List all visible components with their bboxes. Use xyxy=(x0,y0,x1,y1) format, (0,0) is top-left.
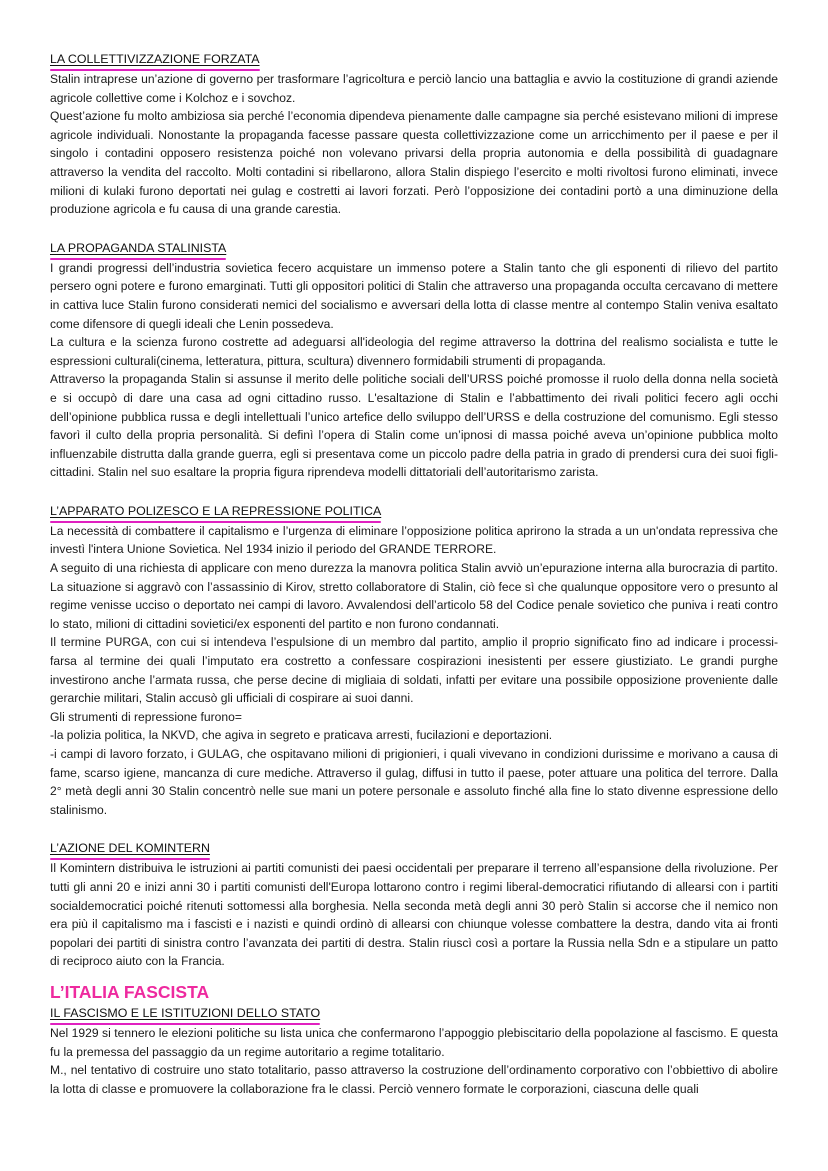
section-repressione xyxy=(50,502,778,820)
section-heading: LA COLLETTIVIZZAZIONE FORZATA xyxy=(50,51,260,69)
paragraph: La cultura e la scienza furono costrette ad adeguarsi all'ideologia del regime attraverso la dottrina del realismo socialista e tutte le espressioni culturali(cinema, letteratura, pittura, scultura) divennero formidabili strumenti di propaganda. xyxy=(50,335,778,368)
section-collettivizzazione xyxy=(50,50,778,219)
section-heading: LA PROPAGANDA STALINISTA xyxy=(50,240,226,258)
paragraph: Gli strumenti di repressione furono= xyxy=(50,709,242,724)
paragraph: Il Komintern distribuiva le istruzioni ai partiti comunisti dei paesi occidentali per preparare il terreno all’espansione della rivoluzione. Per tutti gli anni 20 e inizi anni 30 i partiti comunisti dell'Europa lottarono contro i regimi liberal-democratici rifiutando di allearsi con i partiti socialdemocratici poiché ritenuti sottomessi alla borghesia. Nella seconda metà degli anni 30 però Stalin si accorse che il nemico non era più il capitalismo ma i fascisti e i nazisti e quindi ordinò di allearsi con chiunque volesse combattere la destra, dando vita ai fronti popolari dei partiti di sinistra contro l’avanzata dei partiti di destra. Stalin riuscì così a portare la Russia nella Sdn e a stipulare un patto di reciproco aiuto con la Francia. xyxy=(50,861,778,969)
paragraph: -la polizia politica, la NKVD, che agiva in segreto e praticava arresti, fucilazioni e deportazioni. xyxy=(50,728,553,743)
paragraph: Attraverso la propaganda Stalin si assunse il merito delle politiche sociali dell’URSS poiché promosse il ruolo della donna nella società e si occupò di dare una casa ad ogni cittadino russo. L'esaltazione di Stalin e l’abbattimento dei rivali politici fecero agli occhi dell’opinione pubblica russa e degli intellettuali l’unico artefice dello sviluppo dell’URSS e della costruzione del comunismo. Egli stesso favorì il culto della propria personalità. Si definì l’opera di Stalin come un’ipnosi di massa poiché aveva un’opinione pubblica molto influenzabile distrutta dalla grande guerra, egli si presentava come un piccolo padre della patria in grado di prendersi cura dei suoi figli-cittadini. Stalin nel suo esaltare la propria figura riprendeva modelli dittatoriali dell’autoritarismo zarista. xyxy=(50,372,778,480)
section-propaganda xyxy=(50,239,778,482)
paragraph: A seguito di una richiesta di applicare con meno durezza la manovra politica Stalin avviò un’epurazione interna alla burocrazia di partito. La situazione si aggravò con l’assassinio di Kirov, stretto collaboratore di Stalin, ciò fece sì che qualunque oppositore vero o presunto al regime venisse ucciso o deportato nei campi di lavoro. Avvalendosi dell’articolo 58 del Codice penale sovietico che puniva i reati contro lo stato, milioni di cittadini sovietici/ex esponenti del partito e non furono condannati. xyxy=(50,561,778,631)
section-heading: L’APPARATO POLIZESCO E LA REPRESSIONE POLITICA xyxy=(50,503,381,521)
section-heading: L’AZIONE DEL KOMINTERN xyxy=(50,840,210,858)
paragraph: Nel 1929 si tennero le elezioni politiche su lista unica che confermarono l’appoggio plebiscitario della popolazione al fascismo. E questa fu la premessa del passaggio da un regime autoritario a regime totalitario. xyxy=(50,1025,778,1059)
paragraph: I grandi progressi dell’industria sovietica fecero acquistare un immenso potere a Stalin tanto che gli esponenti di rilievo del partito persero ogni potere e furono emarginati. Tutti gli oppositori politici di Stalin che attraverso una propaganda occulta cercavano di mettere in cattiva luce Stalin furono considerati nemici del socialismo e avversari della lotta di classe mentre al contempo Stalin veniva esaltato come difensore di quegli ideali che Lenin possedeva. xyxy=(50,260,778,331)
paragraph: Quest’azione fu molto ambiziosa sia perché l’economia dipendeva pienamente dalle campagne sia perché esistevano milioni di imprese agricole individuali. Nonostante la propaganda facesse passare questa collettivizzazione come un arricchimento per il paese e per il singolo i contadini opposero resistenza poiché non volevano privarsi della propria autonomia e della possibilità di guadagnare attraverso la vendita del raccolto. Molti contadini si ribellarono, allora Stalin dispiego l’esercito e molti rivoltosi furono eliminati, invece milioni di kulaki furono deportati nei gulag e costretti ai lavori forzati. Però l’opposizione dei contadini portò a una diminuzione della produzione agricola e fu causa di una grande carestia. xyxy=(50,109,778,217)
section-komintern xyxy=(50,839,778,971)
section-heading: IL FASCISMO E LE ISTITUZIONI DELLO STATO xyxy=(50,1005,320,1023)
paragraph: -i campi di lavoro forzato, i GULAG, che ospitavano milioni di prigionieri, i quali vivevano in condizioni durissime e morivano a causa di fame, scarso igiene, mancanza di cure mediche. Attraverso il gulag, diffusi in tutto il paese, poter attuare una politica del terrore. Dalla 2° metà degli anni 30 Stalin concentrò nelle sue mani un potere personale e assoluto finché alla fine lo stato divenne espressione dello stalinismo. xyxy=(50,747,778,817)
paragraph: Stalin intraprese un’azione di governo per trasformare l’agricoltura e perciò lancio una battaglia e avvio la costituzione di grandi aziende agricole collettive come i Kolchoz e i sovchoz. xyxy=(50,72,778,105)
paragraph: Il termine PURGA, con cui si intendeva l’espulsione di un membro dal partito, amplio il proprio significato fino ad indicare i processi-farsa al termine dei quali l’imputato era costretto a confessare cospirazioni inesistenti per essere giustiziato. Le grandi purghe investirono anche l’armata russa, che perse decine di migliaia di soldati, infatti per evitare una possibile opposizione proveniente dalle gerarchie militari, Stalin accusò gli ufficiali di cospirare ai suoi danni. xyxy=(50,635,778,706)
paragraph: La necessità di combattere il capitalismo e l’urgenza di eliminare l’opposizione politica aprirono la strada a un un'ondata repressiva che investì l'intera Unione Sovietica. Nel 1934 inizio il periodo del GRANDE TERRORE. xyxy=(50,523,778,557)
paragraph: M., nel tentativo di costruire uno stato totalitario, passo attraverso la costruzione dell’ordinamento corporativo con l’obbiettivo di abolire la lotta di classe e promuovere la collaborazione fra le classi. Perciò vennero formate le corporazioni, ciascuna delle quali xyxy=(50,1063,778,1096)
chapter-italia-fascista xyxy=(50,981,778,1098)
chapter-title: L’ITALIA FASCISTA xyxy=(50,981,210,1002)
